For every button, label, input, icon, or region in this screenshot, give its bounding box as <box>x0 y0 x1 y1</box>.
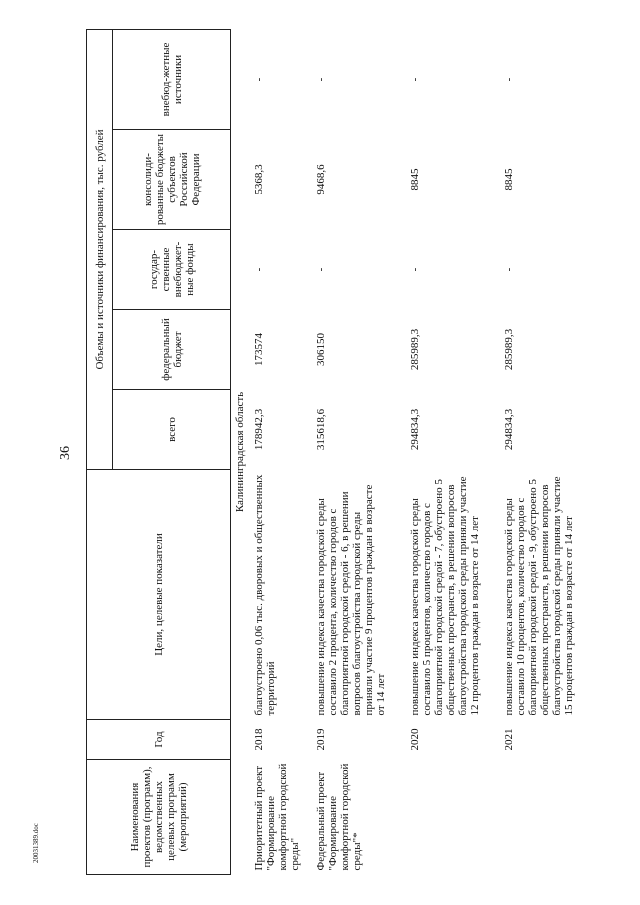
header-state-funds: государ-ственные внебюджет-ные фонды <box>113 230 231 310</box>
header-federal-budget: федеральный бюджет <box>113 310 231 390</box>
table-row <box>312 29 406 874</box>
header-regional-budgets: консолиди-рованные бюджеты субъектов Российской Федерации <box>113 130 231 230</box>
header-goals: Цели, целевые показатели <box>87 470 231 720</box>
total-cell: 315618,6 <box>315 408 327 451</box>
offbudget-cell: - <box>253 77 265 82</box>
document-code: 20031389.doc <box>32 823 40 863</box>
year-cell: 2019 <box>315 728 327 751</box>
federal-cell: 285989,3 <box>503 328 515 371</box>
project-name: Федеральный проект "Формирование комфортной городской среды"* <box>315 763 363 871</box>
year-cell: 2021 <box>503 728 515 751</box>
project-name <box>500 760 594 875</box>
project-name <box>406 760 500 875</box>
header-total: всего <box>113 390 231 470</box>
state-funds-cell: - <box>409 267 421 272</box>
regional-cell: 8845 <box>503 168 515 191</box>
goal-cell: повышение индекса качества городской среды составило 2 процента, количество городов с благоприятной городской средой - 6, в решении вопросов благоустройства городской среды приняли участие 9 процентов граждан в возрасте от 14 лет <box>315 484 387 716</box>
offbudget-cell: - <box>409 77 421 82</box>
offbudget-cell: - <box>315 77 327 82</box>
regional-cell: 9468,6 <box>315 164 327 195</box>
region-title: Калининградская область <box>234 391 246 513</box>
header-offbudget: внебюд-жетные источники <box>113 29 231 129</box>
total-cell: 178942,3 <box>253 408 265 451</box>
funding-table <box>86 29 594 875</box>
state-funds-cell: - <box>253 267 265 272</box>
goal-cell: благоустроено 0,06 тыс. дворовых и общественных территорий <box>253 474 277 716</box>
table-row <box>500 29 594 874</box>
regional-cell: 8845 <box>409 168 421 191</box>
federal-cell: 285989,3 <box>409 328 421 371</box>
header-project-name: Наименования проектов (программ), ведомственных целевых программ (мероприятий) <box>87 760 231 875</box>
federal-cell: 173574 <box>253 333 265 366</box>
page-number: 36 <box>58 446 73 460</box>
header-year: Год <box>87 720 231 760</box>
year-cell: 2018 <box>253 728 265 751</box>
rotated-table-page <box>86 30 576 875</box>
regional-cell: 5368,3 <box>253 164 265 195</box>
goal-cell: повышение индекса качества городской среды составило 5 процентов, количество городов с благоприятной городской средой - 7, обустроено 5 общественных пространств, в решении вопросов благоустройства городской среды приняли участие 12 процентов граждан в возрасте от 14 лет <box>409 476 481 716</box>
table-row <box>406 29 500 874</box>
year-cell: 2020 <box>409 728 421 751</box>
federal-cell: 306150 <box>315 333 327 366</box>
header-funding: Объемы и источники финансирования, тыс. рублей <box>87 29 113 469</box>
offbudget-cell: - <box>503 77 515 82</box>
state-funds-cell: - <box>315 267 327 272</box>
total-cell: 294834,3 <box>409 408 421 451</box>
project-name: Приоритетный проект "Формирование комфортной городской среды" <box>253 763 301 871</box>
state-funds-cell: - <box>503 267 515 272</box>
table-row <box>250 29 312 874</box>
goal-cell: повышение индекса качества городской среды составило 10 процентов, количество городов с благоприятной городской средой - 9, обустроено 5 общественных пространств, в решении вопросов благоустройства городской среды приняли участие 15 процентов граждан в возрасте от 14 лет <box>503 476 575 716</box>
total-cell: 294834,3 <box>503 408 515 451</box>
